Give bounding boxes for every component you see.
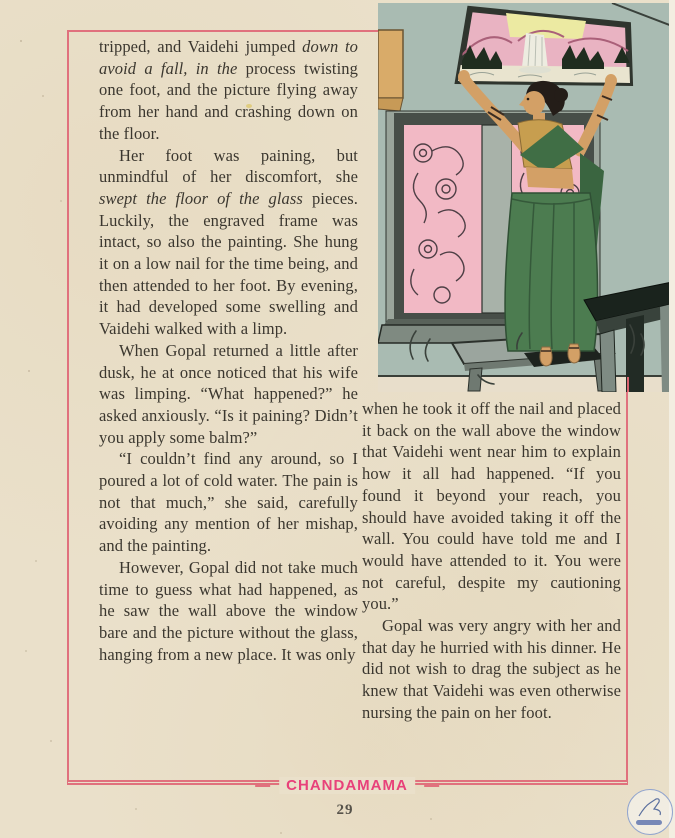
paper-speckles (20, 40, 22, 42)
hair-bun (554, 88, 568, 102)
footer (255, 777, 439, 794)
story-paragraph: Her foot was paining, but unmindful of her discomfort, she swept the floor of the glass pieces. Luckily, the engraved frame was intact, so also the painting. She hung it on a low nail for the time being, and then attended to her foot. By evening, it had developed some swelling and Vaidehi walked with a limp. (99, 145, 358, 339)
story-paragraph: when he took it off the nail and placed it back on the wall above the window that Vaidehi went near him to explain how it all had happened. “If you found it beyond your reach, you should have avoided taking it off the wall. You could have told me and I would have attended to it. You were not careful, despite my cautioning you.” (362, 399, 621, 614)
face (523, 91, 545, 115)
story-paragraph: However, Gopal did not take much time to guess what had happened, as he saw the wall above the window bare and the picture without the glass, hanging from a new place. It was only (99, 557, 358, 664)
story-illustration (378, 3, 672, 392)
footer-dash-left (255, 785, 270, 787)
page-number: 29 (336, 802, 354, 818)
footer-dash-right (424, 785, 439, 787)
footer-title: CHANDAMAMA (279, 777, 415, 794)
watermark-stamp (627, 789, 673, 835)
story-paragraph: When Gopal returned a little after dusk, he at once noticed that his wife was limping. “What happened?” he asked anxiously. “Is it paining? Didn’t you apply some balm?” (99, 340, 358, 447)
story-right-column (362, 398, 621, 724)
story-paragraph: “I couldn’t find any around, so I poured a lot of cold water. The pain is not that much,” she said, carefully avoiding any mention of her mishap, and the painting. (99, 449, 358, 556)
story-paragraph: Gopal was very angry with her and that day he hurried with his dinner. He did not wish to drag the subject as he knew that Vaidehi was even otherwise nursing the pain on her foot. (362, 616, 621, 722)
window-pane-left (404, 125, 482, 313)
waterfall-painting (458, 9, 630, 83)
story-paragraph: tripped, and Vaidehi jumped down to avoid a fall, in the process twisting one foot, and the picture flying away from her hand and crashing down on the floor. (99, 37, 358, 143)
story-left-column (99, 36, 358, 665)
left-foot (540, 347, 552, 366)
right-foot (568, 344, 580, 363)
wall-hanging (378, 30, 403, 111)
midriff (526, 167, 574, 189)
